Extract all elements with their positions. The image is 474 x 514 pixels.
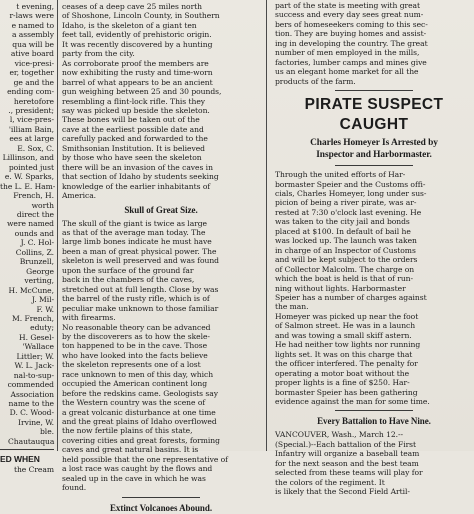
- text-line: t evening,: [16, 2, 54, 11]
- text-line: l, vice-pres-: [9, 115, 54, 125]
- text-line: upon the surface of the ground far: [62, 265, 194, 275]
- divider-rule: [335, 165, 413, 166]
- column-rule: [266, 0, 267, 451]
- divider-rule: [0, 449, 54, 450]
- text-line: eduty;: [30, 323, 54, 333]
- text-line: is likely that the Second Field Artil-: [275, 487, 410, 497]
- text-line: Collins, Z.: [15, 247, 54, 257]
- text-line: factories, lumber camps and mines give: [275, 57, 427, 67]
- text-line: products of the farm.: [275, 76, 356, 86]
- text-line: ton happened to be in the cave. Those: [62, 341, 208, 351]
- text-line: George: [26, 266, 54, 276]
- text-line: He had neither tow lights nor running: [275, 340, 421, 350]
- subheading-volcanoes: Extinct Volcanoes Abound.: [109, 502, 213, 513]
- text-line: a great volcanic disturbance at one time: [62, 407, 216, 417]
- text-line: which the boat is held is that of run-: [275, 274, 414, 284]
- text-line: the man.: [275, 302, 309, 312]
- text-line: found.: [62, 483, 87, 493]
- text-line: knowledge of the earlier inhabitants of: [62, 181, 211, 191]
- text-line: bormaster Speier and the Customs offi-: [275, 179, 426, 189]
- text-line: French, H.: [13, 191, 54, 201]
- text-line: ceases of a deep cave 25 miles north: [62, 2, 202, 11]
- text-line: qua will be: [12, 39, 54, 49]
- text-line: verting,: [24, 276, 54, 286]
- text-line: selected from these teams will play for: [275, 468, 423, 478]
- text-line: say was picked up beside the skeleton.: [62, 105, 210, 115]
- text-line: pointed just: [8, 162, 54, 172]
- text-line: Association: [10, 389, 54, 399]
- text-line: H. Gesel-: [19, 332, 54, 342]
- text-line: As corroborate proof the members are: [62, 58, 209, 68]
- text-line: ending com-: [7, 87, 54, 97]
- text-line: the Cream: [13, 465, 54, 475]
- text-line: large limb bones indicate he must have: [62, 237, 212, 247]
- text-line: ees at large: [9, 134, 54, 144]
- text-line: bormaster Speier has been gathering: [275, 387, 418, 397]
- text-line: Lillinson, and: [2, 153, 54, 163]
- text-line: J. C. Hol-: [20, 238, 54, 248]
- text-line: occupied the American continent long: [62, 379, 208, 389]
- deck-line: Charles Homeyer Is Arrested by: [310, 138, 438, 149]
- text-line: sealed up in the cave in which he was: [62, 473, 206, 483]
- text-line: that section of Idaho by students seeking: [62, 172, 219, 182]
- text-line: picion of being a river pirate, was ar-: [275, 198, 417, 208]
- text-line: race unknown to men of this day, which: [62, 369, 214, 379]
- text-line: D. C. Wood-: [9, 408, 54, 418]
- text-line: skeleton is well preserved and was found: [62, 256, 219, 266]
- text-line: who have looked into the facts believe: [62, 350, 208, 360]
- text-line: stretched out at full length. Close by was: [62, 284, 219, 294]
- column-rule: [57, 0, 58, 451]
- text-line: rested at 7:30 o'clock last evening. He: [275, 207, 422, 217]
- text-line: Brunzell,: [19, 257, 54, 267]
- text-line: worth: [31, 200, 54, 210]
- text-line: r-laws were: [9, 11, 54, 21]
- text-line: Idaho, is the skeleton of a giant ten: [62, 20, 197, 30]
- text-line: the barrel of the rusty rifle, which is of: [62, 294, 210, 304]
- text-line: there will be an invasion of the caves in: [62, 162, 213, 172]
- text-line: evidence against the man for some time.: [275, 396, 430, 406]
- text-line: a assembly: [11, 30, 54, 40]
- text-line: by the discoverers as to how the skele-: [62, 331, 210, 341]
- text-line: us an elegant home market for all the: [275, 67, 419, 77]
- text-line: held possible that the one representative of: [62, 454, 228, 464]
- text-line: direct the: [16, 209, 54, 219]
- text-line: number of men employed in the mills,: [275, 48, 420, 58]
- column-pirate-suspect-article: [275, 0, 473, 497]
- text-line: bers of homeseekers coming to this sec-: [275, 19, 428, 29]
- text-line: VANCOUVER, Wash., March 12.--: [275, 430, 404, 440]
- text-line: party from the city.: [62, 49, 135, 59]
- text-line: the colors of the regiment. It: [275, 477, 385, 487]
- text-line: the Western country was the scene of: [62, 398, 206, 408]
- divider-rule: [335, 90, 413, 91]
- text-line: in charge of an Inspector of Customs: [275, 245, 416, 255]
- text-line: Speier has a number of charges against: [275, 292, 427, 302]
- text-line: commended: [7, 380, 54, 390]
- text-line: success and every day sees great num-: [275, 10, 424, 20]
- text-line: M. French,: [12, 313, 54, 323]
- divider-rule: [335, 410, 413, 411]
- text-line: barrel of what appears to be an ancient: [62, 77, 213, 87]
- text-line: proper lights is a fine of $250. Har-: [275, 378, 410, 388]
- text-line: J. Mil-: [31, 295, 54, 305]
- text-line: before the redskins came. Geologists say: [62, 388, 218, 398]
- text-line: name to the: [8, 399, 54, 409]
- text-line: resembling a flint-lock rifle. This they: [62, 96, 206, 106]
- text-line: a lost race was caught by the flows and: [62, 464, 213, 474]
- text-line: lights set. It was on this charge that: [275, 349, 413, 359]
- text-line: The skull of the giant is twice as large: [62, 218, 208, 228]
- text-line: e. W. Sparks,: [4, 172, 54, 182]
- text-line: It was recently discovered by a hunting: [62, 39, 213, 49]
- text-line: operating a motor boat without the: [275, 368, 410, 378]
- text-line: Infantry will organize a baseball team: [275, 449, 420, 459]
- text-line: nal-to-sup-: [13, 370, 54, 380]
- text-line: and will be kept subject to the orders: [275, 255, 418, 265]
- text-line: cials, Charles Homeyer, long under sus-: [275, 188, 427, 198]
- text-line: caves and great natural basins. It is: [62, 445, 199, 455]
- text-line: as that of the average man today. The: [62, 227, 206, 237]
- text-line: covering cities and great forests, forming: [62, 435, 220, 445]
- text-line: Homeyer was picked up near the foot: [275, 311, 419, 321]
- subheading-battalion: Every Battalion to Have Nine.: [317, 416, 431, 427]
- text-line: ning without lights. Harbormaster: [275, 283, 406, 293]
- text-line: and was towing a small skiff astern.: [275, 330, 412, 340]
- text-line: H. McCune,: [8, 285, 54, 295]
- text-line: ge and the: [13, 77, 54, 87]
- text-line: e named to: [11, 20, 54, 30]
- text-line: of Collector Malcolm. The charge on: [275, 264, 415, 274]
- text-line: back in the chambers of the caves,: [62, 275, 195, 285]
- text-line: Littler; W.: [16, 351, 54, 361]
- text-line: the skeleton represents one of a lost: [62, 360, 201, 370]
- text-line: ., president;: [8, 105, 54, 115]
- section-heading: ED WHEN: [0, 454, 40, 465]
- text-line: ing in developing the country. The great: [275, 38, 428, 48]
- text-line: 'Wallace: [22, 342, 54, 352]
- text-line: the officer interfered. The penalty for: [275, 359, 418, 369]
- text-line: by those who have seen the skeleton: [62, 153, 202, 163]
- text-line: of Shoshone, Lincoln County, in Southern: [62, 11, 220, 21]
- text-line: the now fertile plains of this state,: [62, 426, 193, 436]
- text-line: W. L. Jack-: [14, 361, 54, 371]
- text-line: ounds and: [14, 228, 54, 238]
- text-line: for the next season and the best team: [275, 458, 419, 468]
- text-line: placed at $100. In default of bail he: [275, 226, 411, 236]
- text-line: vice-presi-: [14, 58, 54, 68]
- text-line: gun weighing between 25 and 30 pounds,: [62, 87, 222, 97]
- column-left-fragment: [0, 0, 56, 475]
- deck-line: Inspector and Harbormaster.: [316, 150, 432, 161]
- text-line: ble.: [40, 427, 54, 437]
- text-line: America.: [62, 191, 97, 201]
- text-line: er, together: [9, 68, 54, 78]
- text-line: No reasonable theory can be advanced: [62, 322, 211, 332]
- text-line: tion. They are buying homes and assist-: [275, 29, 427, 39]
- column-giant-skeleton-article: [62, 0, 260, 513]
- divider-rule: [122, 497, 200, 498]
- text-line: E. Sox, C.: [17, 143, 54, 153]
- text-line: now exhibiting the rusty and time-worn: [62, 68, 213, 78]
- text-line: feet tall, evidently of prehistoric origin.: [62, 30, 212, 40]
- text-line: (Special.)--Each battalion of the First: [275, 439, 417, 449]
- text-line: ative board: [10, 49, 54, 59]
- text-line: and the great plains of Idaho overflowed: [62, 417, 217, 427]
- text-line: F. W.: [36, 304, 54, 314]
- text-line: peculiar make unknown to those familiar: [62, 303, 219, 313]
- text-line: These bones will be taken out of the: [62, 115, 200, 125]
- text-line: Chautauqua: [8, 436, 55, 446]
- text-line: heretofore: [13, 96, 54, 106]
- text-line: carefully packed and forwarded to the: [62, 134, 208, 144]
- headline: PIRATE SUSPECT CAUGHT: [304, 96, 444, 134]
- text-line: with firearms.: [62, 313, 116, 323]
- text-line: Irvine, W.: [18, 417, 54, 427]
- subheading-skull: Skull of Great Size.: [124, 204, 198, 215]
- text-line: Through the united efforts of Har-: [275, 170, 406, 180]
- text-line: part of the state is meeting with great: [275, 1, 421, 10]
- text-line: the L. E. Ham-: [0, 181, 56, 191]
- text-line: 'illiam Bain,: [8, 124, 54, 134]
- text-line: was taken to the city jail and bonds: [275, 217, 410, 227]
- text-line: of Salmon street. He was in a launch: [275, 321, 416, 331]
- text-line: been a man of great physical power. The: [62, 246, 217, 256]
- text-line: was locked up. The launch was taken: [275, 236, 417, 246]
- text-line: cave at the earliest possible date and: [62, 124, 204, 134]
- text-line: were named: [6, 219, 54, 229]
- text-line: Smithsonian Institution. It is believed: [62, 143, 205, 153]
